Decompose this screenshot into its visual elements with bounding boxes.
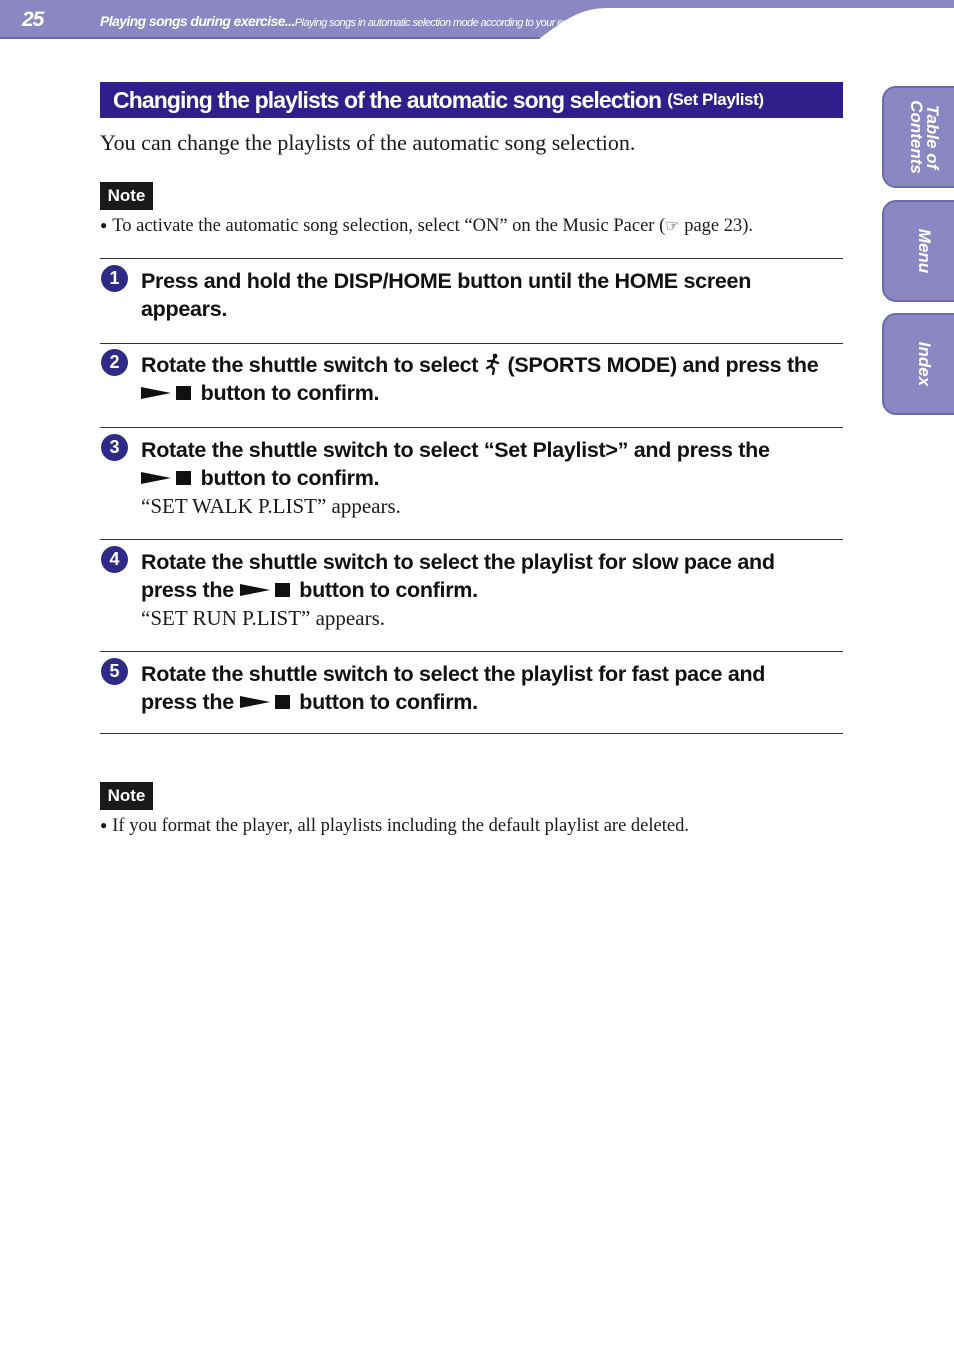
- note-text: ● If you format the player, all playlists including the default playlist are deleted.: [100, 816, 689, 836]
- divider: [100, 539, 843, 540]
- intro-text: You can change the playlists of the automatic song selection.: [100, 130, 636, 155]
- step-5-text: Rotate the shuttle switch to select the playlist for fast pace and press the button to confirm.: [141, 662, 766, 714]
- tab-menu[interactable]: [882, 200, 954, 302]
- section-title: Changing the playlists of the automatic song selection: [113, 86, 662, 113]
- divider: [100, 427, 843, 428]
- reference-icon: ☞: [665, 218, 680, 235]
- section-title-sub: (Set Playlist): [667, 90, 764, 109]
- play-stop-icon: [240, 581, 294, 599]
- step-number-badge: 2: [101, 349, 128, 376]
- breadcrumb-main[interactable]: Playing songs during exercise...: [100, 13, 295, 29]
- page-reference-link[interactable]: page 23).: [679, 216, 754, 236]
- note-text: ● To activate the automatic song selection, select “ON” on the Music Pacer (☞ page 23).: [100, 216, 754, 236]
- bullet-icon: ●: [100, 218, 108, 232]
- step-4-result: “SET RUN P.LIST” appears.: [141, 606, 385, 630]
- step-number-badge: 4: [101, 546, 128, 573]
- tab-index-label: Index: [915, 341, 934, 387]
- note-badge: Note: [100, 182, 153, 210]
- section-title-bar: [100, 82, 843, 118]
- breadcrumb[interactable]: [100, 13, 617, 31]
- play-stop-icon: [141, 469, 195, 487]
- bullet-icon: ●: [100, 818, 108, 832]
- page-number: 25: [22, 8, 44, 31]
- play-stop-icon: [141, 384, 195, 402]
- note-badge: Note: [100, 782, 153, 810]
- tab-table-of-contents[interactable]: [882, 86, 954, 188]
- tab-index[interactable]: [882, 313, 954, 415]
- divider: [100, 258, 843, 259]
- step-2-text: Rotate the shuttle switch to select (SPORTS MODE) and press the button to confirm.: [141, 353, 819, 405]
- divider: [100, 733, 843, 734]
- divider: [100, 343, 843, 344]
- step-number-badge: 5: [101, 658, 128, 685]
- divider: [100, 651, 843, 652]
- step-number-badge: 1: [101, 265, 128, 292]
- step-number-badge: 3: [101, 434, 128, 461]
- sports-mode-icon: [484, 353, 502, 375]
- tab-table-of-contents-label: Table of Contents: [907, 100, 942, 174]
- play-stop-icon: [240, 693, 294, 711]
- step-3-result: “SET WALK P.LIST” appears.: [141, 494, 401, 518]
- tab-menu-label: Menu: [915, 228, 934, 274]
- step-1-text: Press and hold the DISP/HOME button until the HOME screen appears.: [141, 269, 752, 321]
- step-3-text: Rotate the shuttle switch to select “Set Playlist>” and press the button to confirm.: [141, 438, 770, 490]
- step-4-text: Rotate the shuttle switch to select the playlist for slow pace and press the button to confirm.: [141, 550, 775, 602]
- breadcrumb-sub[interactable]: Playing songs in automatic selection mode according to your exercise pace: [294, 17, 618, 29]
